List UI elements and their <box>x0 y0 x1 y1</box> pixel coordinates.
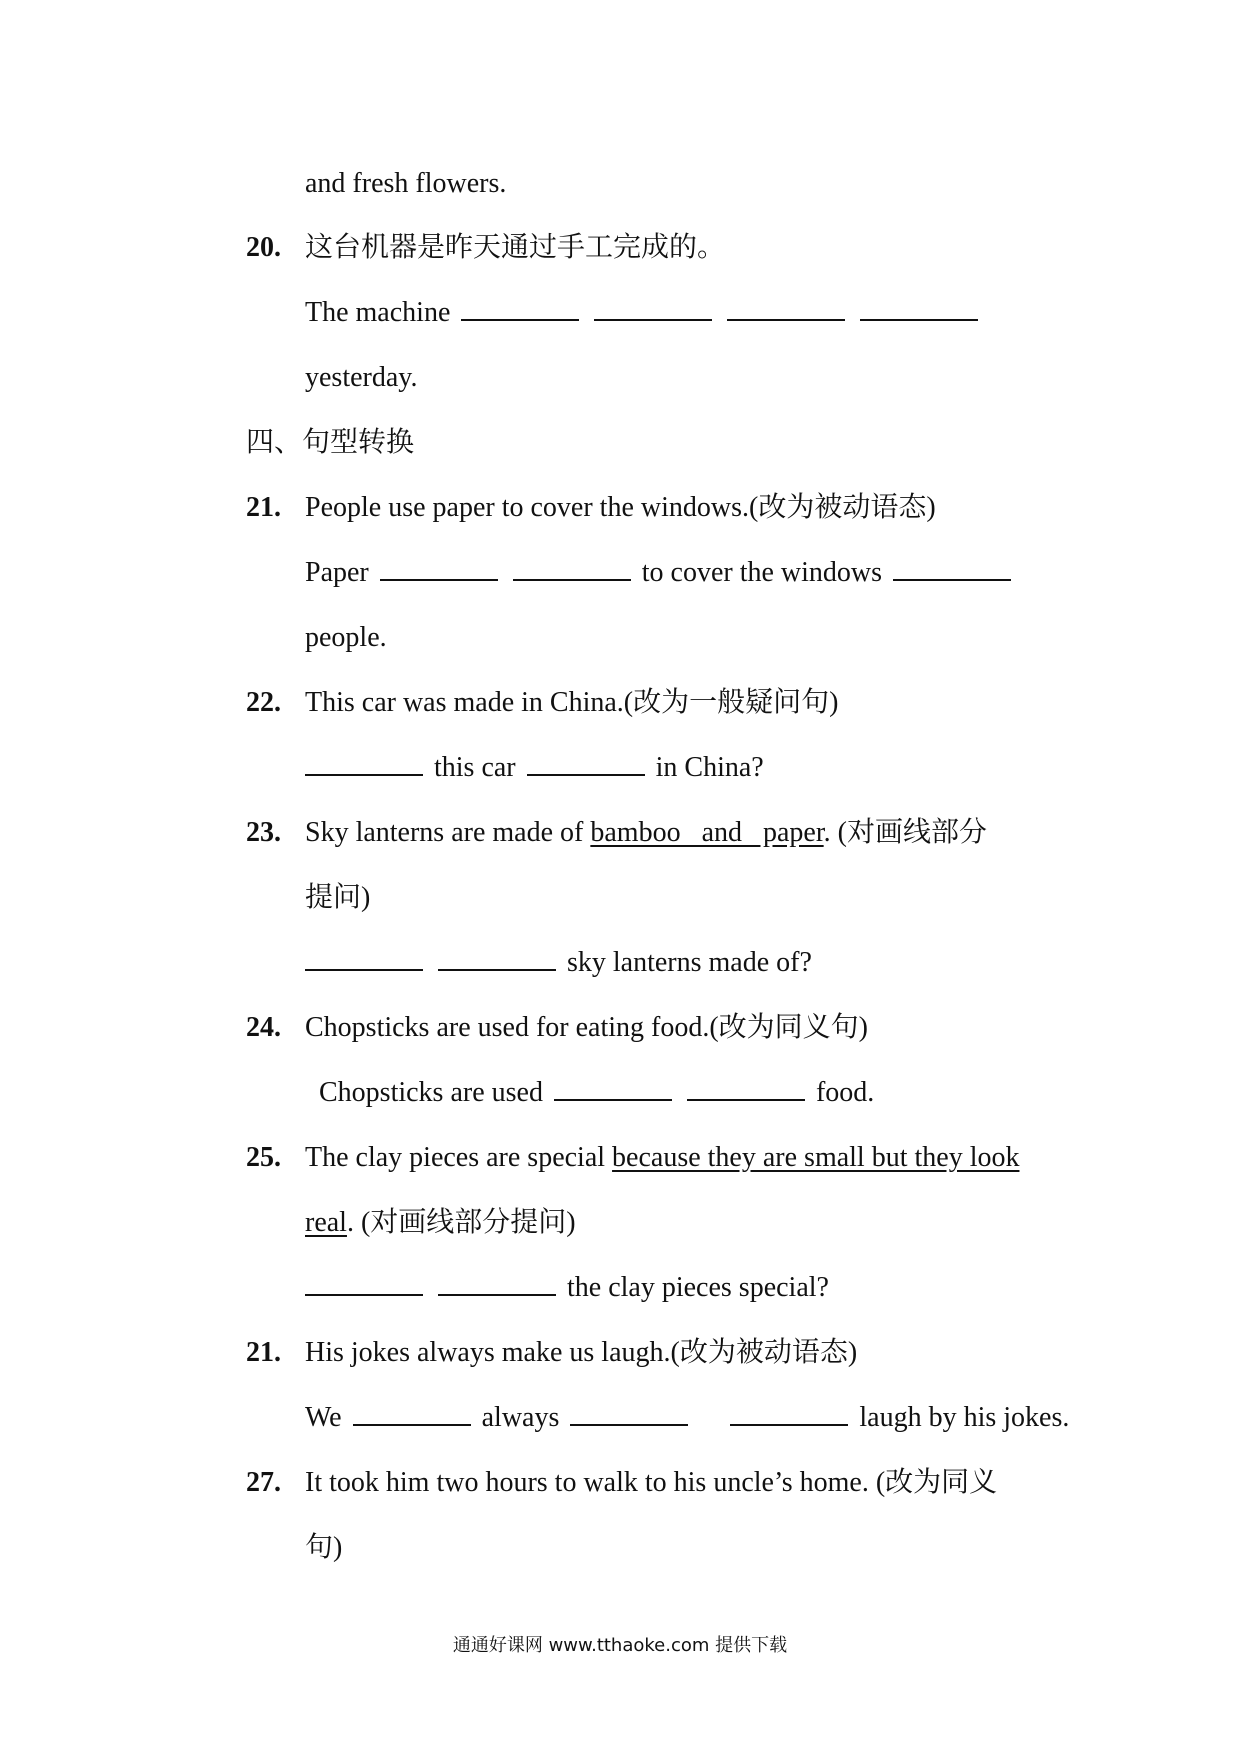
answer-blank[interactable] <box>438 1268 556 1296</box>
question-prompt: 这台机器是昨天通过手工完成的。 <box>305 232 726 263</box>
page-footer: 通通好课网 www.tthaoke.com 提供下载 <box>452 1635 788 1656</box>
answer-line <box>305 1268 829 1308</box>
answer-line <box>305 943 812 983</box>
answer-blank[interactable] <box>727 293 845 321</box>
answer-blank[interactable] <box>730 1398 848 1426</box>
answer-blank[interactable] <box>594 293 712 321</box>
answer-text: sky lanterns made of? <box>567 947 812 978</box>
section-title: 四、句型转换 <box>246 427 415 458</box>
answer-text: The machine <box>305 297 451 328</box>
prompt-text: 句) <box>305 1532 343 1563</box>
question-prompt: Chopsticks are used for eating food.(改为同义句) <box>305 1012 868 1043</box>
answer-blank[interactable] <box>527 748 645 776</box>
question-number: 25. <box>246 1142 281 1173</box>
prompt-text: . (对画线部分提问) <box>346 1207 576 1238</box>
question-number: 27. <box>246 1467 281 1498</box>
answer-blank[interactable] <box>305 748 423 776</box>
answer-blank[interactable] <box>893 553 1011 581</box>
answer-blank[interactable] <box>687 1073 805 1101</box>
continuation-text: and fresh flowers. <box>305 168 507 199</box>
answer-blank[interactable] <box>353 1398 471 1426</box>
underlined-text: because they are small but they look <box>612 1142 1020 1173</box>
question-prompt: It took him two hours to walk to his uncle’s home. (改为同义 <box>305 1467 998 1498</box>
answer-text: always <box>481 1402 560 1433</box>
prompt-line <box>305 1203 576 1243</box>
prompt-text: Sky lanterns are made of <box>305 817 591 848</box>
question-prompt: His jokes always make us laugh.(改为被动语态) <box>305 1337 858 1368</box>
prompt-text: The clay pieces are special <box>305 1142 613 1173</box>
answer-blank[interactable] <box>461 293 579 321</box>
question-number: 21. <box>246 1337 281 1368</box>
answer-text: Paper <box>305 557 369 588</box>
answer-text: the clay pieces special? <box>567 1272 829 1303</box>
answer-line <box>305 748 764 788</box>
answer-blank[interactable] <box>554 1073 672 1101</box>
answer-text: in China? <box>655 752 764 783</box>
answer-text: this car <box>434 752 516 783</box>
question-prompt <box>305 1138 1019 1178</box>
answer-blank[interactable] <box>305 1268 423 1296</box>
answer-text: We <box>305 1402 342 1433</box>
underlined-text: real <box>305 1207 347 1238</box>
question-number: 24. <box>246 1012 281 1043</box>
question-prompt <box>305 813 987 853</box>
question-number: 20. <box>246 232 281 263</box>
prompt-text: . (对画线部分 <box>823 817 987 848</box>
question-number: 21. <box>246 492 281 523</box>
answer-line <box>319 1073 874 1113</box>
answer-text: yesterday. <box>305 362 418 393</box>
answer-blank[interactable] <box>570 1398 688 1426</box>
answer-text: food. <box>815 1077 875 1108</box>
answer-blank[interactable] <box>380 553 498 581</box>
underlined-text: bamboo and paper <box>590 817 824 848</box>
answer-blank[interactable] <box>438 943 556 971</box>
question-number: 22. <box>246 687 281 718</box>
answer-text: to cover the windows <box>641 557 883 588</box>
answer-blank[interactable] <box>305 943 423 971</box>
question-number: 23. <box>246 817 281 848</box>
answer-blank[interactable] <box>513 553 631 581</box>
answer-blank[interactable] <box>860 293 978 321</box>
prompt-text: 提问) <box>305 882 371 913</box>
answer-line <box>305 293 982 333</box>
question-prompt: People use paper to cover the windows.(改为被动语态) <box>305 492 936 523</box>
answer-line <box>305 1398 1069 1438</box>
answer-text: Chopsticks are used <box>319 1077 543 1108</box>
answer-line <box>305 553 1015 593</box>
answer-text: laugh by his jokes. <box>859 1402 1070 1433</box>
question-prompt: This car was made in China.(改为一般疑问句) <box>305 687 839 718</box>
answer-text: people. <box>305 622 387 653</box>
